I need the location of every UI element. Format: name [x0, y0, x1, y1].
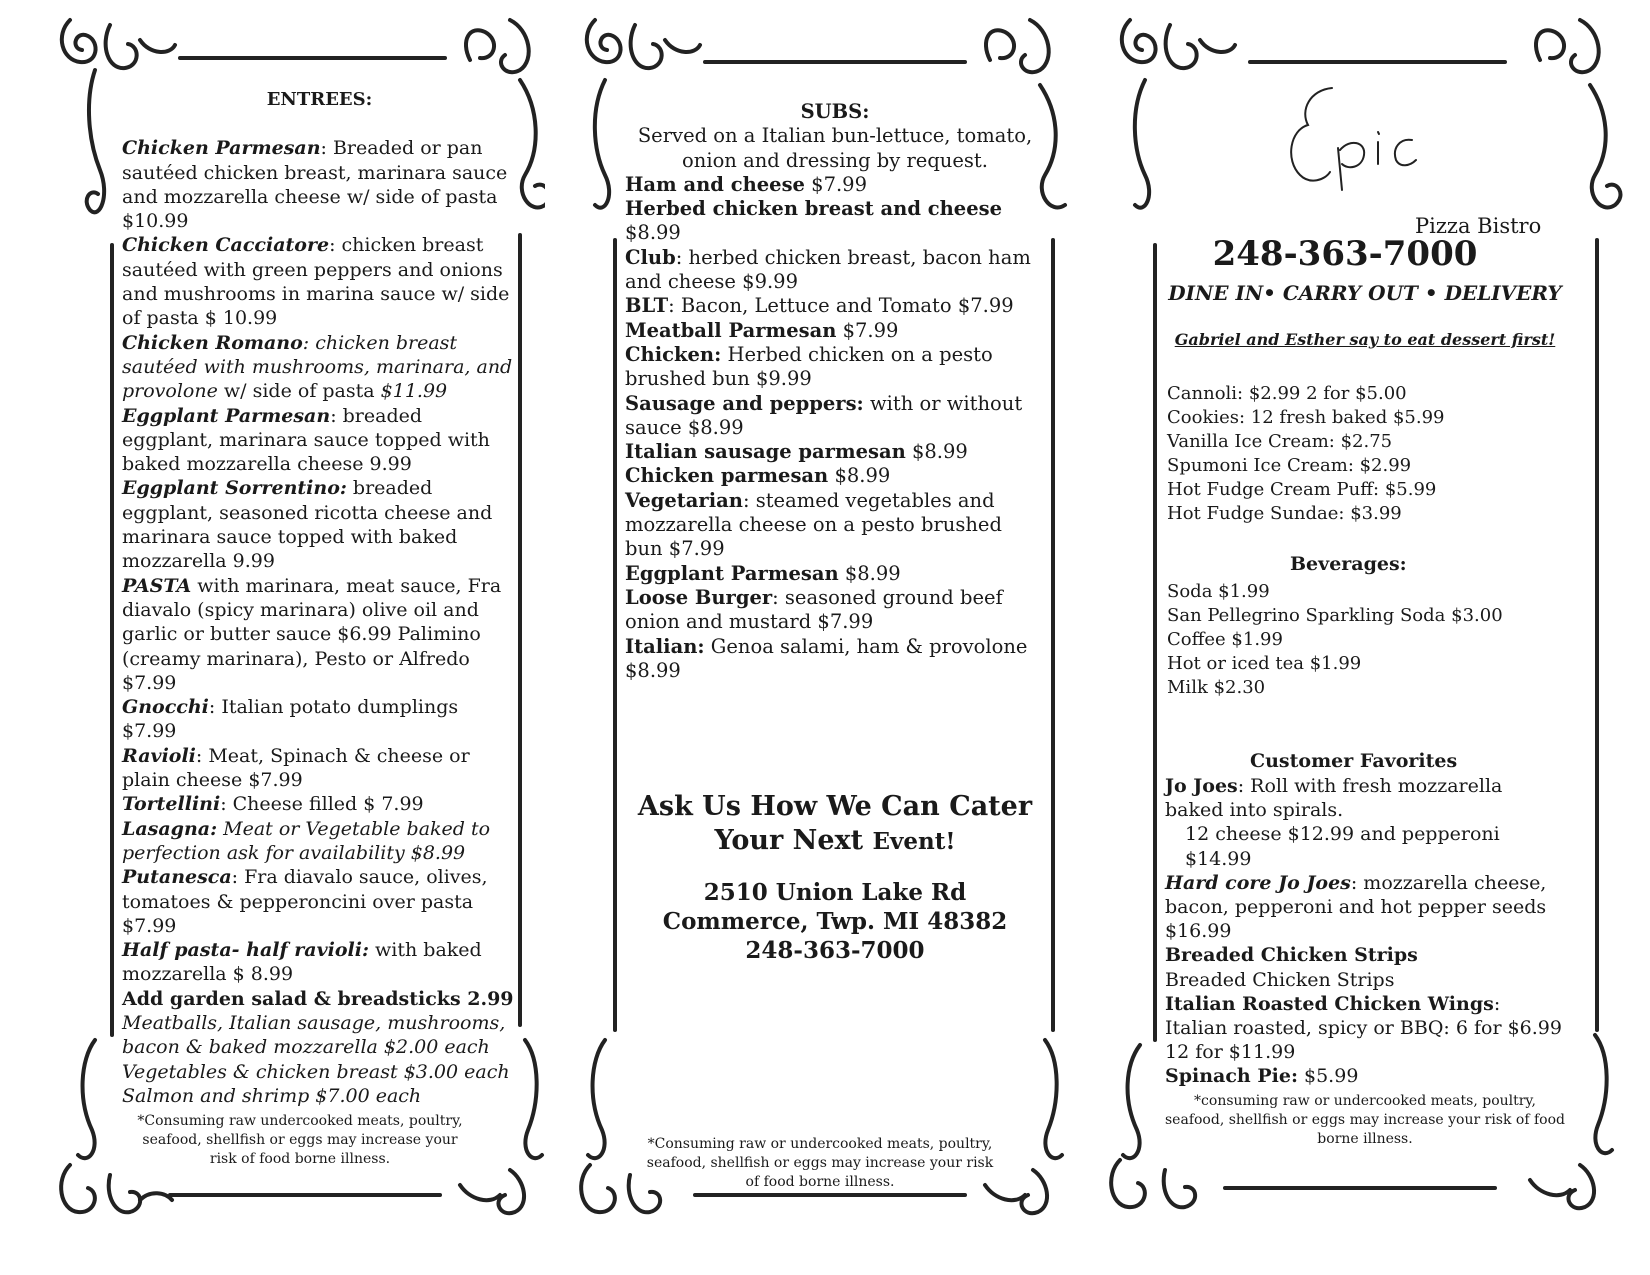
menu-item: Meatball Parmesan $7.99	[625, 318, 899, 342]
menu-item: Italian sausage parmesan $8.99	[625, 440, 968, 464]
menu-item: Breaded Chicken Strips	[1165, 944, 1418, 967]
favorites-list	[1165, 774, 1565, 1089]
menu-item: Loose Burger: seasoned ground beef onion and mustard $7.99	[625, 585, 1003, 634]
list-item: Soda $1.99	[1167, 581, 1270, 602]
entrees-disclaimer: *Consuming raw undercooked meats, poultry, seafood, shellfish or eggs may increase your risk of food borne illness.	[137, 1113, 463, 1167]
menu-item: BLT: Bacon, Lettuce and Tomato $7.99	[625, 294, 1014, 318]
list-item: Hot Fudge Cream Puff: $5.99	[1167, 479, 1437, 500]
menu-item: Jo Joes: Roll with fresh mozzarella baked into spirals.	[1165, 775, 1503, 822]
menu-item: Chicken Cacciatore: chicken breast sautéed with green peppers and onions and mushrooms in marina sauce w/ side of pasta $ 10.99	[122, 234, 510, 330]
subs-intro: Served on a Italian bun-lettuce, tomato, onion and dressing by request.	[637, 124, 1033, 172]
menu-item: Eggplant Sorrentino: breaded eggplant, seasoned ricotta cheese and marinara sauce topped with baked mozzarella 9.99	[122, 477, 493, 573]
menu-item: Half pasta- half ravioli: with baked mozzarella $ 8.99	[122, 939, 482, 986]
menu-item: Breaded Chicken Strips	[1165, 968, 1395, 991]
list-item: Cannoli: $2.99 2 for $5.00	[1167, 383, 1407, 404]
addon-line: Salmon and shrimp $7.00 each	[122, 1084, 422, 1107]
list-item: San Pellegrino Sparkling Soda $3.00	[1167, 605, 1503, 626]
entrees-heading: ENTREES:	[266, 89, 373, 110]
menu-item: Italian Roasted Chicken Wings: Italian roasted, spicy or BBQ: 6 for $6.99 12 for $11.99	[1165, 992, 1562, 1064]
favorites-heading: Customer Favorites	[1250, 750, 1458, 772]
beverages-heading: Beverages:	[1290, 553, 1407, 575]
list-item: Hot Fudge Sundae: $3.99	[1167, 503, 1402, 524]
menu-item: Club: herbed chicken breast, bacon ham and cheese $9.99	[625, 245, 1031, 294]
beverage-list	[1167, 580, 1607, 700]
list-item: Hot or iced tea $1.99	[1167, 653, 1362, 674]
menu-item: Chicken: Herbed chicken on a pesto brushed bun $9.99	[625, 342, 993, 391]
menu-item: Eggplant Parmesan $8.99	[625, 561, 901, 585]
list-item: Spumoni Ice Cream: $2.99	[1167, 455, 1412, 476]
list-item: Cookies: 12 fresh baked $5.99	[1167, 407, 1445, 428]
list-item: Coffee $1.99	[1167, 629, 1283, 650]
menu-item: Italian: Genoa salami, ham & provolone $8.99	[625, 634, 1028, 682]
menu-item: Lasagna: Meat or Vegetable baked to perfection ask for availability $8.99	[122, 817, 491, 864]
address-block	[615, 878, 1055, 965]
menu-item: Eggplant Parmesan: breaded eggplant, marinara sauce topped with baked mozzarella cheese 9.99	[122, 404, 490, 476]
addon-line: Vegetables & chicken breast $3.00 each	[122, 1060, 510, 1083]
dessert-list	[1167, 382, 1607, 526]
catering-callout	[615, 790, 1055, 859]
entrees-panel	[0, 0, 545, 1275]
pizza-bistro-subtitle: Pizza Bistro	[1415, 214, 1542, 238]
epic-logo	[1270, 80, 1470, 200]
address-city: Commerce, Twp. MI 48382	[662, 908, 1008, 935]
menu-item: Ham and cheese $7.99	[625, 172, 867, 196]
menu-item: Gnocchi: Italian potato dumplings $7.99	[122, 696, 459, 743]
address-street: 2510 Union Lake Rd	[703, 879, 967, 906]
catering-line-2: Your Next Event!	[714, 825, 956, 856]
menu-item: Sausage and peppers: with or without sauce $8.99	[625, 391, 1023, 439]
menu-item: Herbed chicken breast and cheese $8.99	[625, 197, 1002, 245]
addon-line: Meatballs, Italian sausage, mushrooms, bacon & baked mozzarella $2.00 each	[122, 1011, 506, 1059]
list-item: Vanilla Ice Cream: $2.75	[1167, 431, 1393, 452]
cover-panel	[1075, 0, 1650, 1275]
dessert-tagline: Gabriel and Esther say to eat dessert first!	[1174, 330, 1556, 349]
menu-item: Ravioli: Meat, Spinach & cheese or plain cheese $7.99	[122, 744, 470, 792]
menu-item: Chicken Romano: chicken breast sautéed with mushrooms, marinara, and provolone w/ side of pasta $11.99	[122, 331, 513, 403]
menu-item: Putanesca: Fra diavalo sauce, olives, tomatoes & pepperoncini over pasta $7.99	[122, 866, 488, 937]
subs-disclaimer: *Consuming raw or undercooked meats, poultry, seafood, shellfish or eggs may increase your risk of food borne illness.	[646, 1136, 994, 1190]
services-line: DINE IN• CARRY OUT • DELIVERY	[1168, 281, 1562, 305]
list-item: Milk $2.30	[1167, 677, 1266, 698]
menu-item: PASTA with marinara, meat sauce, Fra diavalo (spicy marinara) olive oil and garlic or butter sauce $6.99 Palimino (creamy marinara), Pesto or Alfredo $7.99	[122, 574, 502, 694]
menu-item: Vegetarian: steamed vegetables and mozzarella cheese on a pesto brushed bun $7.99	[625, 488, 1002, 561]
subs-heading: SUBS:	[800, 100, 870, 123]
menu-item: 12 cheese $12.99 and pepperoni $14.99	[1185, 823, 1500, 870]
catering-line-1: Ask Us How We Can Cater	[637, 791, 1033, 822]
phone-number: 248-363-7000	[745, 937, 925, 964]
menu-item: Add garden salad & breadsticks 2.99	[122, 987, 514, 1010]
menu-item: Hard core Jo Joes: mozzarella cheese, bacon, pepperoni and hot pepper seeds $16.99	[1165, 871, 1547, 943]
menu-item: Chicken Parmesan: Breaded or pan sautéed chicken breast, marinara sauce and mozzarella cheese w/ side of pasta $10.99	[122, 137, 508, 233]
subs-panel	[545, 0, 1075, 1275]
menu-item: Spinach Pie: $5.99	[1165, 1065, 1359, 1088]
cover-phone: 248-363-7000	[1212, 234, 1478, 274]
cover-disclaimer: *consuming raw or undercooked meats, poultry, seafood, shellfish or eggs may increase your risk of food borne illness.	[1165, 1093, 1565, 1147]
subs-list	[625, 100, 1045, 683]
menu-item: Chicken parmesan $8.99	[625, 464, 891, 488]
entrees-list	[122, 88, 517, 1108]
menu-item: Tortellini: Cheese filled $ 7.99	[122, 793, 424, 816]
